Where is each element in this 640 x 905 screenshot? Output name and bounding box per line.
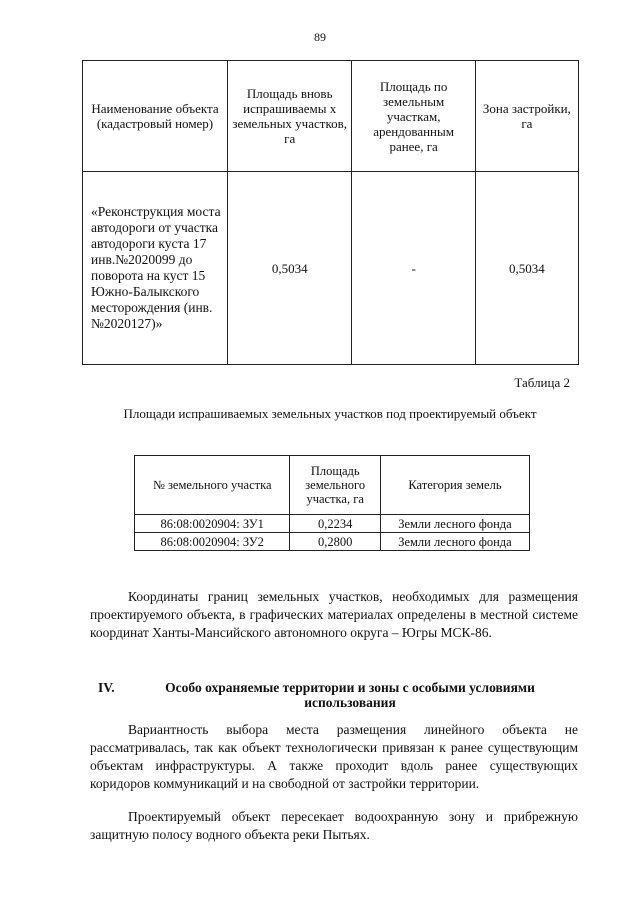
land-category-cell: Земли лесного фонда <box>380 533 529 551</box>
table-header-row <box>135 456 530 515</box>
section-heading <box>90 680 578 710</box>
parcel-number-cell: 86:08:0020904: ЗУ1 <box>135 515 290 533</box>
table-row <box>83 172 579 365</box>
building-zone-cell: 0,5034 <box>475 172 578 365</box>
coordinates-paragraph: Координаты границ земельных участков, необходимых для размещения проектируемого объекта, в графических материалах определены в местной системе координат Ханты-Мансийского автономного округа – Югры МСК-86. <box>90 589 578 640</box>
route-choice-paragraph: Вариантность выбора места размещения линейного объекта не рассматривалась, так как объект технологически привязан к ранее существующим объектам инфраструктуры. А также проходит вдоль ранее существующих коридоров коммуникаций и на свободной от застройки территории. <box>90 722 578 791</box>
table-header-row <box>83 61 579 172</box>
column-header-new-area: Площадь вновь испрашиваемы х земельных участков, га <box>227 61 352 172</box>
table-title: Площади испрашиваемых земельных участков под проектируемый объект <box>123 406 537 421</box>
parcel-area-cell: 0,2234 <box>290 515 380 533</box>
page-number: 89 <box>314 30 326 44</box>
land-category-cell: Земли лесного фонда <box>380 515 529 533</box>
land-area-table <box>82 60 579 365</box>
section-number: IV. <box>98 680 115 695</box>
column-header-land-category: Категория земель <box>380 456 529 515</box>
parcel-area-cell: 0,2800 <box>290 533 380 551</box>
table-caption: Таблица 2 <box>514 375 570 390</box>
new-area-cell: 0,5034 <box>227 172 352 365</box>
table-row <box>135 533 530 551</box>
column-header-building-zone: Зона застройки, га <box>475 61 578 172</box>
column-header-object-name: Наименование объекта (кадастровый номер) <box>83 61 228 172</box>
parcel-number-cell: 86:08:0020904: ЗУ2 <box>135 533 290 551</box>
column-header-leased-area: Площадь по земельным участкам, арендованным ранее, га <box>352 61 475 172</box>
object-name-cell: «Реконструкция моста автодороги от участка автодороги куста 17 инв.№2020099 до поворота на куст 15 Южно-Балыкского месторождения (инв.№2020127)» <box>83 172 228 365</box>
parcel-table <box>134 455 530 551</box>
section-title: Особо охраняемые территории и зоны с особыми условиями использования <box>165 680 535 710</box>
water-zone-paragraph: Проектируемый объект пересекает водоохранную зону и прибрежную защитную полосу водного объекта реки Пытьях. <box>90 809 578 842</box>
column-header-parcel-number: № земельного участка <box>135 456 290 515</box>
leased-area-cell: - <box>352 172 475 365</box>
table-row <box>135 515 530 533</box>
column-header-parcel-area: Площадь земельного участка, га <box>290 456 380 515</box>
